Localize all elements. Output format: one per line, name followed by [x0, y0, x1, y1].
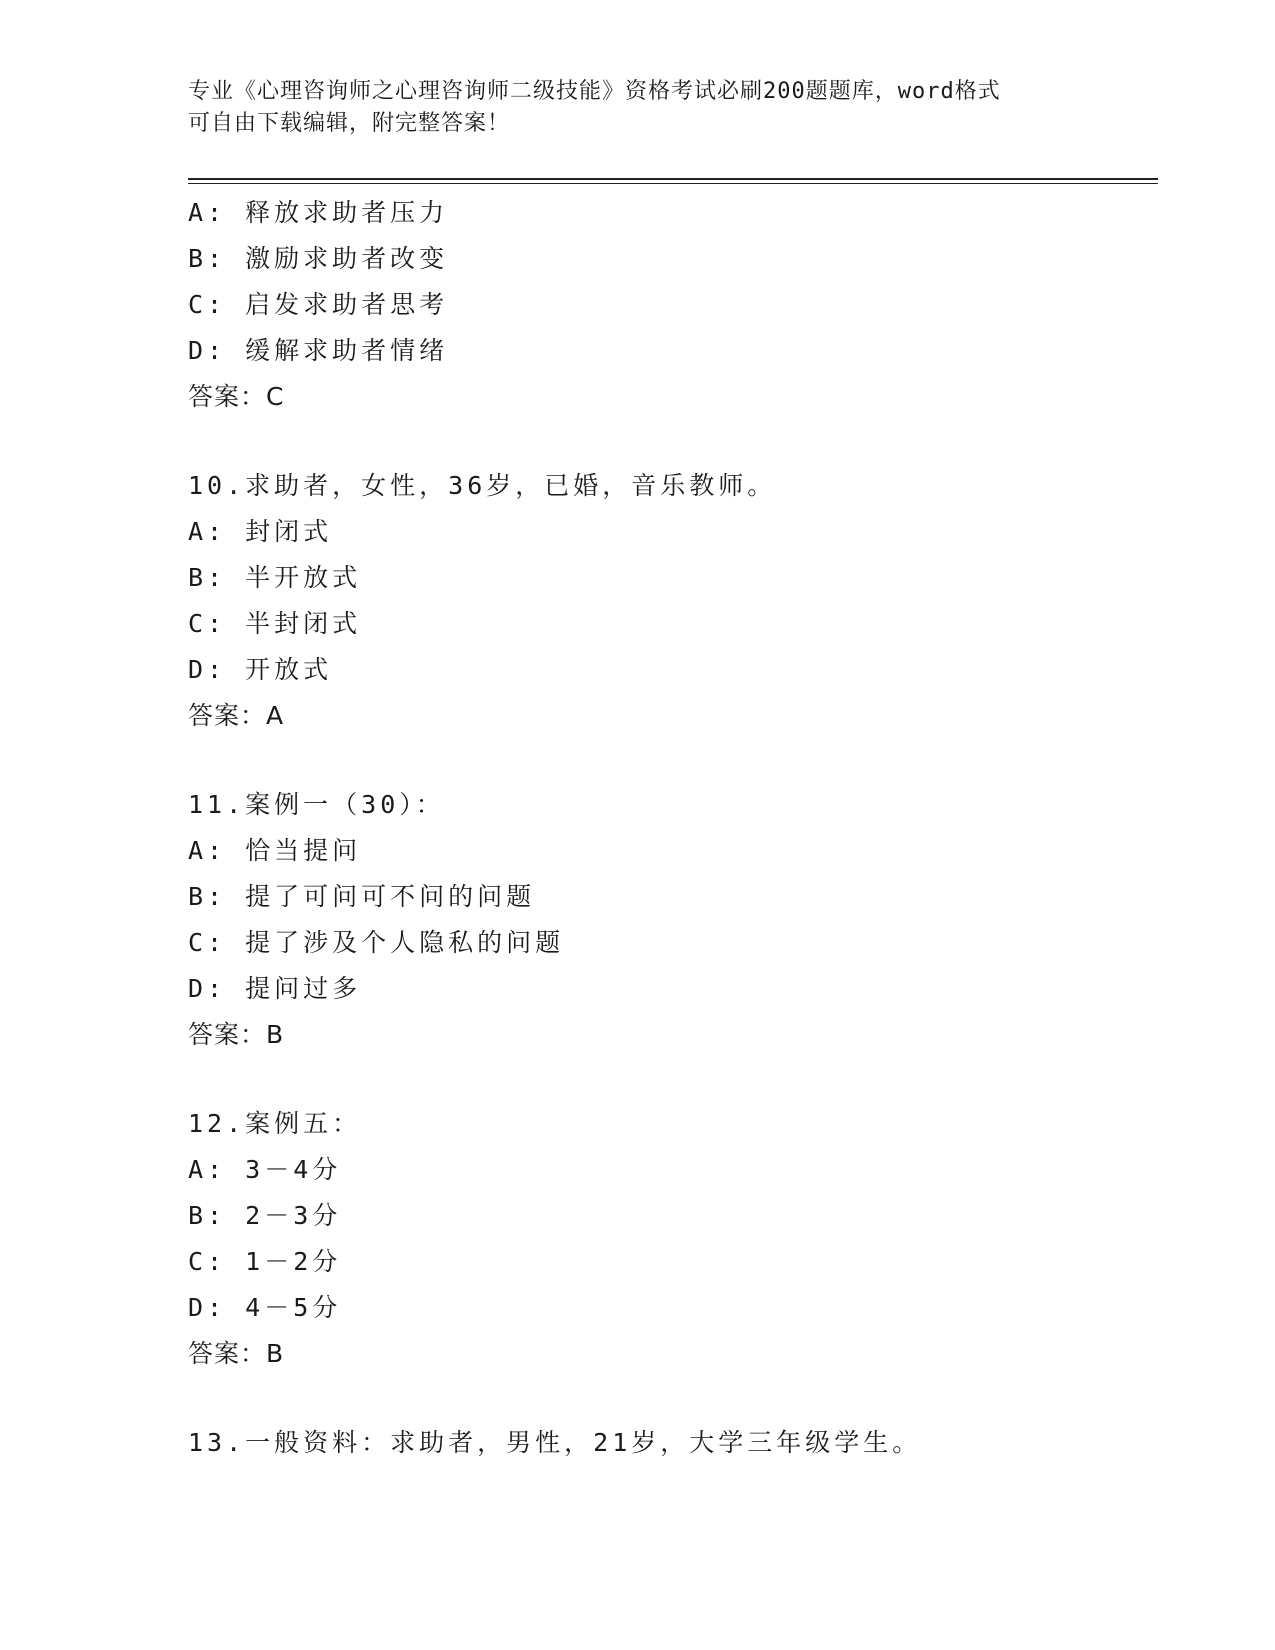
spacer	[188, 420, 1158, 463]
question-block-13	[188, 1420, 1158, 1466]
option-c: C: 提了涉及个人隐私的问题	[188, 928, 565, 957]
option-b: B: 激励求助者改变	[188, 244, 449, 273]
spacer	[188, 739, 1158, 782]
document-header	[188, 76, 1088, 140]
option-d: D: 缓解求助者情绪	[188, 336, 449, 365]
option-b: B: 2－3分	[188, 1201, 342, 1230]
option-a: A: 释放求助者压力	[188, 198, 449, 227]
answer-line: 答案：B	[188, 1020, 285, 1049]
question-list	[188, 190, 1158, 1466]
answer-line: 答案：B	[188, 1339, 285, 1368]
header-title-line-2: 可自由下载编辑，附完整答案！	[188, 111, 511, 136]
header-divider-thick	[188, 178, 1158, 180]
option-c: C: 半封闭式	[188, 609, 362, 638]
option-a: A: 封闭式	[188, 517, 333, 546]
option-a: A: 恰当提问	[188, 836, 362, 865]
option-c: C: 1－2分	[188, 1247, 342, 1276]
question-stem: 13.一般资料：求助者，男性，21岁，大学三年级学生。	[188, 1428, 922, 1457]
answer-line: 答案：C	[188, 382, 285, 411]
option-b: B: 半开放式	[188, 563, 362, 592]
spacer	[188, 1058, 1158, 1101]
question-stem: 10.求助者，女性，36岁，已婚，音乐教师。	[188, 471, 777, 500]
header-divider-thin	[188, 183, 1158, 184]
question-stem: 11.案例一（30）：	[188, 790, 445, 819]
question-block-10	[188, 463, 1158, 739]
option-c: C: 启发求助者思考	[188, 290, 449, 319]
option-d: D: 开放式	[188, 655, 333, 684]
option-d: D: 4－5分	[188, 1293, 342, 1322]
spacer	[188, 1377, 1158, 1420]
question-block-12	[188, 1101, 1158, 1377]
option-d: D: 提问过多	[188, 974, 362, 1003]
question-stem: 12.案例五：	[188, 1109, 362, 1138]
header-title-line-1: 专业《心理咨询师之心理咨询师二级技能》资格考试必刷200题题库，word格式	[188, 79, 1001, 104]
answer-line: 答案：A	[188, 701, 285, 730]
question-block-9	[188, 190, 1158, 420]
option-b: B: 提了可问可不问的问题	[188, 882, 536, 911]
option-a: A: 3－4分	[188, 1155, 342, 1184]
question-block-11	[188, 782, 1158, 1058]
